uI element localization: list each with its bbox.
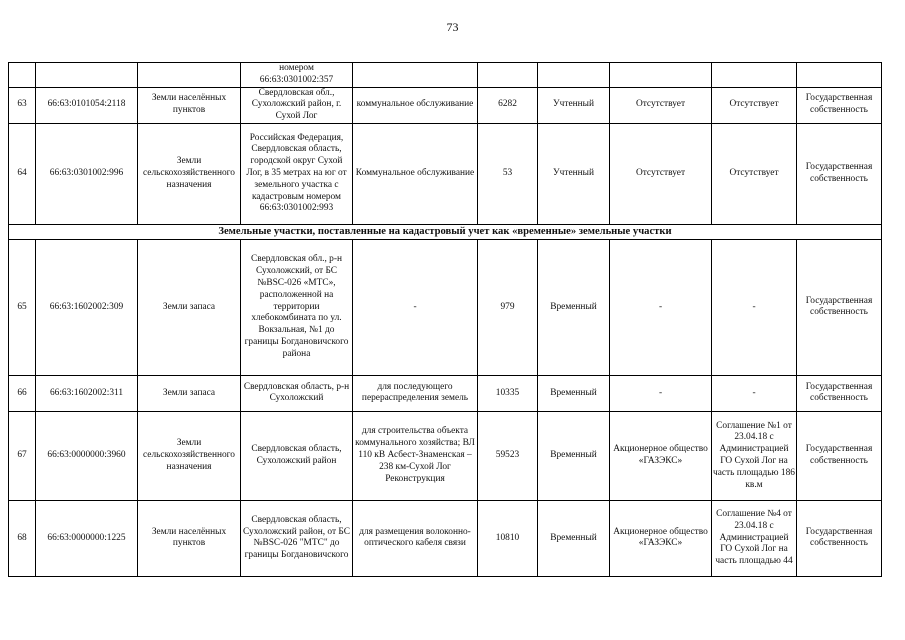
table-row [9,411,882,500]
cadastral-number-cell [36,63,138,88]
encumbrance-holder-cell: Отсутствует [610,123,712,224]
cadastral-number-cell: 66:63:0000000:1225 [36,500,138,576]
row-number-cell: 64 [9,123,36,224]
address-cell: Свердловская область, Сухоложский район [241,411,353,500]
land-category-cell: Земли запаса [138,375,241,411]
status-cell: Учтенный [538,123,610,224]
permitted-use-cell: Коммунальное обслуживание [353,123,478,224]
encumbrance-basis-cell: - [712,239,797,375]
row-number-cell: 67 [9,411,36,500]
page-number: 73 [446,20,459,34]
encumbrance-basis-cell: Соглашение №1 от 23.04.18 с Администрацией ГО Сухой Лог на часть площадью 186 кв.м [712,411,797,500]
area-cell: 979 [478,239,538,375]
encumbrance-holder-cell: Акционерное общество «ГАЗЭКС» [610,411,712,500]
land-category-cell: Земли населённых пунктов [138,87,241,123]
encumbrance-holder-cell: Отсутствует [610,87,712,123]
address-cell: Российская Федерация, Свердловская область, городской округ Сухой Лог, в 35 метрах на юг от земельного участка с кадастровым номером 66:63:0301002:993 [241,123,353,224]
permitted-use-cell: для последующего перераспределения земель [353,375,478,411]
cadastral-number-cell: 66:63:0000000:3960 [36,411,138,500]
table-row [9,63,882,88]
ownership-cell: Государственная собственность [797,123,882,224]
encumbrance-holder-cell: Акционерное общество «ГАЗЭКС» [610,500,712,576]
land-category-cell: Земли запаса [138,239,241,375]
row-number-cell: 63 [9,87,36,123]
ownership-cell [797,63,882,88]
ownership-cell: Государственная собственность [797,375,882,411]
encumbrance-holder-cell: - [610,375,712,411]
encumbrance-basis-cell [712,63,797,88]
area-cell [478,63,538,88]
table-body [9,63,882,577]
address-cell: Свердловская обл., р-н Сухоложский, от БС №BSC-026 «МТС», расположенной на территории хлебокомбината по ул. Вокзальная, №1 до границы Богдановичского района [241,239,353,375]
cadastral-number-cell: 66:63:1602002:309 [36,239,138,375]
ownership-cell: Государственная собственность [797,411,882,500]
encumbrance-basis-cell: Отсутствует [712,123,797,224]
row-number-cell: 66 [9,375,36,411]
ownership-cell: Государственная собственность [797,239,882,375]
address-cell: номером 66:63:0301002:357 [241,63,353,88]
encumbrance-basis-cell: Отсутствует [712,87,797,123]
land-plot-register-table [8,62,882,577]
permitted-use-cell: - [353,239,478,375]
permitted-use-cell: для строительства объекта коммунального хозяйства; ВЛ 110 кВ Асбест-Знаменская – 238 км-Сухой Лог Реконструкция [353,411,478,500]
area-cell: 53 [478,123,538,224]
address-cell: Свердловская обл., Сухоложский район, г. Сухой Лог [241,87,353,123]
section-title: Земельные участки, поставленные на кадастровый учет как «временные» земельные участки [9,224,882,239]
land-category-cell: Земли сельскохозяйственного назначения [138,123,241,224]
status-cell: Временный [538,239,610,375]
address-cell: Свердловская область, р-н Сухоложский [241,375,353,411]
table-row [9,87,882,123]
land-category-cell: Земли населённых пунктов [138,500,241,576]
cadastral-number-cell: 66:63:0101054:2118 [36,87,138,123]
permitted-use-cell: для размещения волоконно-оптического кабеля связи [353,500,478,576]
land-category-cell: Земли сельскохозяйственного назначения [138,411,241,500]
table-row [9,123,882,224]
encumbrance-basis-cell: - [712,375,797,411]
land-category-cell [138,63,241,88]
row-number-cell [9,63,36,88]
area-cell: 10810 [478,500,538,576]
table-row [9,239,882,375]
encumbrance-holder-cell: - [610,239,712,375]
status-cell: Временный [538,411,610,500]
section-header-row [9,224,882,239]
permitted-use-cell: коммунальное обслуживание [353,87,478,123]
permitted-use-cell [353,63,478,88]
area-cell: 6282 [478,87,538,123]
status-cell: Временный [538,375,610,411]
area-cell: 10335 [478,375,538,411]
row-number-cell: 65 [9,239,36,375]
encumbrance-holder-cell [610,63,712,88]
status-cell [538,63,610,88]
cadastral-number-cell: 66:63:1602002:311 [36,375,138,411]
encumbrance-basis-cell: Соглашение №4 от 23.04.18 с Администрацией ГО Сухой Лог на часть площадью 44 [712,500,797,576]
ownership-cell: Государственная собственность [797,500,882,576]
area-cell: 59523 [478,411,538,500]
table-row [9,500,882,576]
table-row [9,375,882,411]
status-cell: Временный [538,500,610,576]
status-cell: Учтенный [538,87,610,123]
row-number-cell: 68 [9,500,36,576]
cadastral-number-cell: 66:63:0301002:996 [36,123,138,224]
address-cell: Свердловская область, Сухоложский район, от БС №BSC-026 "МТС" до границы Богдановичского [241,500,353,576]
ownership-cell: Государственная собственность [797,87,882,123]
